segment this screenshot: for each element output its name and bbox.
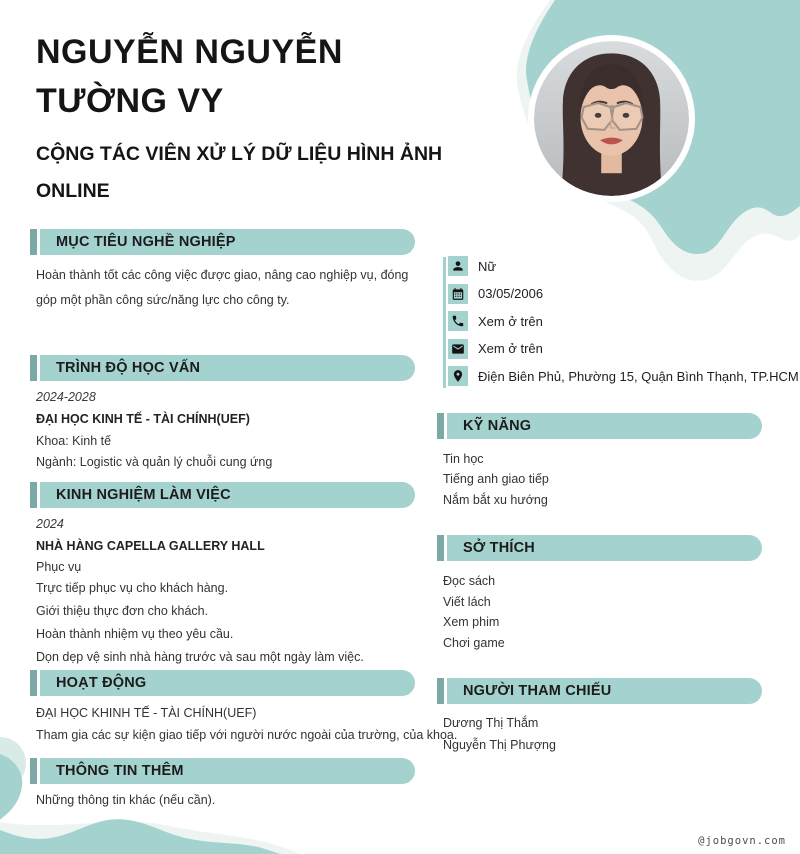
contact-row-gender — [448, 256, 773, 276]
activities-line: Tham gia các sự kiện giao tiếp với người nước ngoài của trường, của khoa. — [36, 728, 458, 742]
experience-company: NHÀ HÀNG CAPELLA GALLERY HALL — [36, 539, 265, 553]
job-title: CỘNG TÁC VIÊN XỬ LÝ DỮ LIỆU HÌNH ẢNH ONLINE — [36, 143, 443, 202]
section-accent-bar — [30, 482, 37, 508]
phone-icon — [448, 311, 468, 331]
section-accent-bar — [30, 229, 37, 255]
contact-info — [443, 256, 799, 386]
section-header-activities — [30, 670, 415, 696]
section-title: HOẠT ĐỘNG — [40, 670, 415, 696]
contact-value: Xem ở trên — [478, 313, 543, 329]
experience-period: 2024 — [36, 517, 64, 531]
section-accent-bar — [437, 535, 444, 561]
section-accent-bar — [30, 670, 37, 696]
contact-value: Điện Biên Phủ, Phường 15, Quận Bình Thạnh, TP.HCM — [478, 368, 799, 384]
section-header-objective — [30, 229, 415, 255]
section-title: MỤC TIÊU NGHỀ NGHIỆP — [40, 229, 415, 255]
contact-row-address — [448, 366, 799, 386]
education-school: ĐẠI HỌC KINH TẾ - TÀI CHÍNH(UEF) — [36, 412, 250, 426]
reference-item: Nguyễn Thị Phượng — [443, 738, 556, 752]
hobby-item: Đọc sách — [443, 574, 496, 588]
education-major: Ngành: Logistic và quản lý chuỗi cung ứng — [36, 455, 273, 469]
calendar-icon — [448, 284, 468, 304]
contact-row-email — [448, 339, 773, 359]
experience-duty: Hoàn thành nhiệm vụ theo yêu cầu. — [36, 627, 234, 641]
section-accent-bar — [437, 413, 444, 439]
experience-duties — [36, 581, 424, 673]
section-header-experience — [30, 482, 415, 508]
profile-photo — [528, 35, 695, 202]
reference-item: Dương Thị Thắm — [443, 716, 539, 730]
experience-role: Phục vụ — [36, 560, 82, 574]
candidate-name-line1: NGUYỄN NGUYỄN — [36, 33, 343, 71]
candidate-name-line2: TƯỜNG VY — [36, 82, 224, 120]
additional-info-text: Những thông tin khác (nếu cần). — [36, 793, 216, 807]
activities-line: ĐẠI HỌC KHINH TẾ - TÀI CHÍNH(UEF) — [36, 706, 257, 720]
section-title: KỸ NĂNG — [447, 413, 762, 439]
bottom-left-blob-decoration — [0, 734, 320, 854]
hobby-item: Xem phim — [443, 615, 500, 629]
section-accent-bar — [437, 678, 444, 704]
section-header-education — [30, 355, 415, 381]
email-icon — [448, 339, 468, 359]
location-icon — [448, 366, 468, 386]
experience-duty: Trực tiếp phục vụ cho khách hàng. — [36, 581, 229, 595]
section-title: NGƯỜI THAM CHIẾU — [447, 678, 762, 704]
section-title: TRÌNH ĐỘ HỌC VẤN — [40, 355, 415, 381]
contact-value: Nữ — [478, 258, 497, 274]
skill-item: Tin học — [443, 452, 484, 466]
hobby-item: Viết lách — [443, 595, 491, 609]
education-period: 2024-2028 — [36, 390, 96, 404]
section-title: KINH NGHIỆM LÀM VIỆC — [40, 482, 415, 508]
section-header-references — [437, 678, 762, 704]
section-header-hobbies — [437, 535, 762, 561]
hobby-item: Chơi game — [443, 636, 505, 650]
person-icon — [448, 256, 468, 276]
education-faculty: Khoa: Kinh tế — [36, 434, 112, 448]
skill-item: Tiếng anh giao tiếp — [443, 472, 549, 486]
contact-row-birthdate — [448, 284, 773, 304]
contact-value: 03/05/2006 — [478, 286, 544, 301]
experience-duty: Giới thiệu thực đơn cho khách. — [36, 604, 209, 618]
watermark: @jobgovn.com — [698, 835, 786, 847]
contact-row-phone — [448, 311, 773, 331]
contact-value: Xem ở trên — [478, 341, 543, 356]
section-accent-bar — [30, 355, 37, 381]
experience-duty: Dọn dẹp vệ sinh nhà hàng trước và sau một ngày làm việc. — [36, 650, 364, 664]
skill-item: Nắm bắt xu hướng — [443, 493, 548, 507]
section-header-skills — [437, 413, 762, 439]
section-title: THÔNG TIN THÊM — [40, 758, 415, 784]
profile-photo-illustration — [534, 41, 689, 196]
contact-rail-decoration — [443, 257, 446, 388]
candidate-name — [36, 28, 496, 126]
section-title: SỞ THÍCH — [447, 535, 762, 561]
objective-text: Hoàn thành tốt các công việc được giao, nâng cao nghiệp vụ, đóng góp một phần công sức/năng lực cho công ty. — [36, 268, 409, 307]
